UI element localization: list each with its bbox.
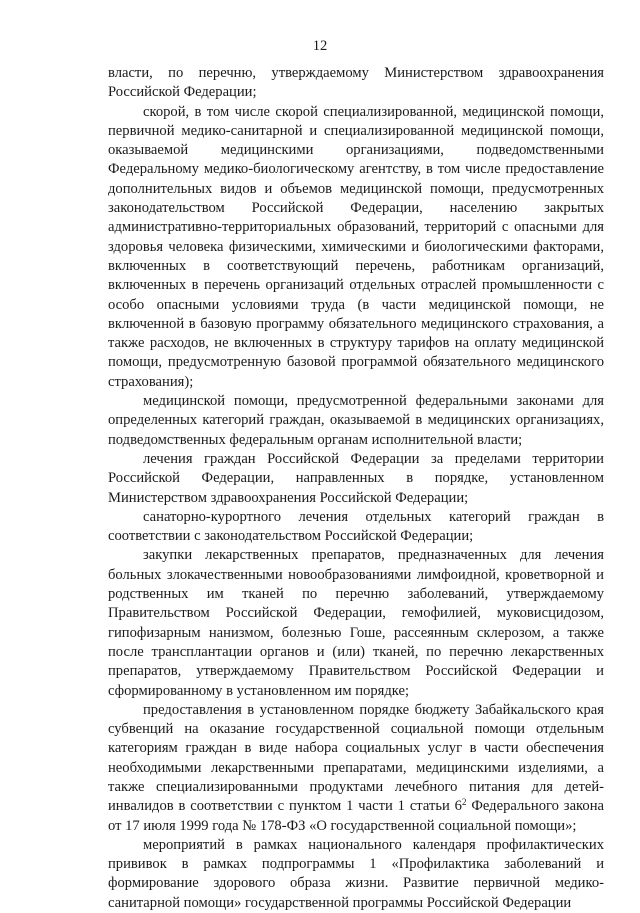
paragraph-continuation: власти, по перечню, утверждаемому Министерством здравоохранения Российской Федерации;: [108, 65, 604, 101]
paragraph-vaccination: мероприятий в рамках национального календаря профилактических прививок в рамках подпрограммы 1 «Профилактика заболеваний и формирование здорового образа жизни. Развитие первичной медико-санитарной помощи» государственной программы Российской Федерации: [108, 836, 604, 911]
paragraph-sanatorium: санаторно-курортного лечения отдельных категорий граждан в соответствии с законодательством Российской Федерации;: [108, 508, 604, 545]
document-body: [108, 64, 604, 913]
paragraph-subsidy: [108, 701, 604, 836]
subsidy-superscript: 2: [461, 797, 467, 808]
subsidy-text-main: предоставления в установленном порядке бюджету Забайкальского края субвенций на оказание государственной социальной помощи отдельным категориям граждан в виде набора социальных услуг в части обеспечения необходимыми лекарственными препаратами, медицинскими изделиями, а также специализированными продуктами лечебного питания для детей-инвалидов в соответствии с пунктом 1 части 1 статьи 6: [108, 701, 604, 815]
page-number: 12: [312, 38, 328, 54]
paragraph-federal-law-care: медицинской помощи, предусмотренной федеральными законами для определенных категорий граждан, оказываемой в медицинских организациях, подведомственных федеральным органам исполнительной власти;: [108, 393, 604, 448]
paragraph-drug-procurement: закупки лекарственных препаратов, предназначенных для лечения больных злокачественными новообразованиями лимфоидной, кроветворной и родственных им тканей по перечню заболеваний, утверждаемому Правительством Российской Федерации, гемофилией, муковисцидозом, гипофизарным нанизмом, болезнью Гоше, рассеянным склерозом, а также после трансплантации органов и (или) тканей, по перечню лекарственных препаратов, утверждаемому Правительством Российской Федерации и сформированному в установленном им порядке;: [108, 547, 604, 699]
subsidy-text-tail: Федерального закона от 17 июля 1999 года № 178-ФЗ «О государственной социальной помощи»;: [108, 798, 604, 834]
paragraph-treatment-abroad: лечения граждан Российской Федерации за пределами территории Российской Федерации, направленных в порядке, установленном Министерством здравоохранения Российской Федерации;: [108, 450, 604, 506]
paragraph-emergency-care: скорой, в том числе скорой специализированной, медицинской помощи, первичной медико-санитарной и специализированной медицинской помощи, оказываемой медицинскими организациями, подведомственными Федеральному медико-биологическому агентству, в том числе предоставление дополнительных видов и объемов медицинской помощи, предусмотренных законодательством Российской Федерации, населению закрытых административно-территориальных образований, территорий с опасными для здоровья человека физическими, химическими и биологическими факторами, включенных в соответствующий перечень, работникам организаций, включенных в перечень организаций отдельных отраслей промышленности с особо опасными условиями труда (в части медицинской помощи, не включенной в базовую программу обязательного медицинского страхования, а также расходов, не включенных в структуру тарифов на оплату медицинской помощи, предусмотренную базовой программой обязательного медицинского страхования);: [108, 103, 604, 390]
